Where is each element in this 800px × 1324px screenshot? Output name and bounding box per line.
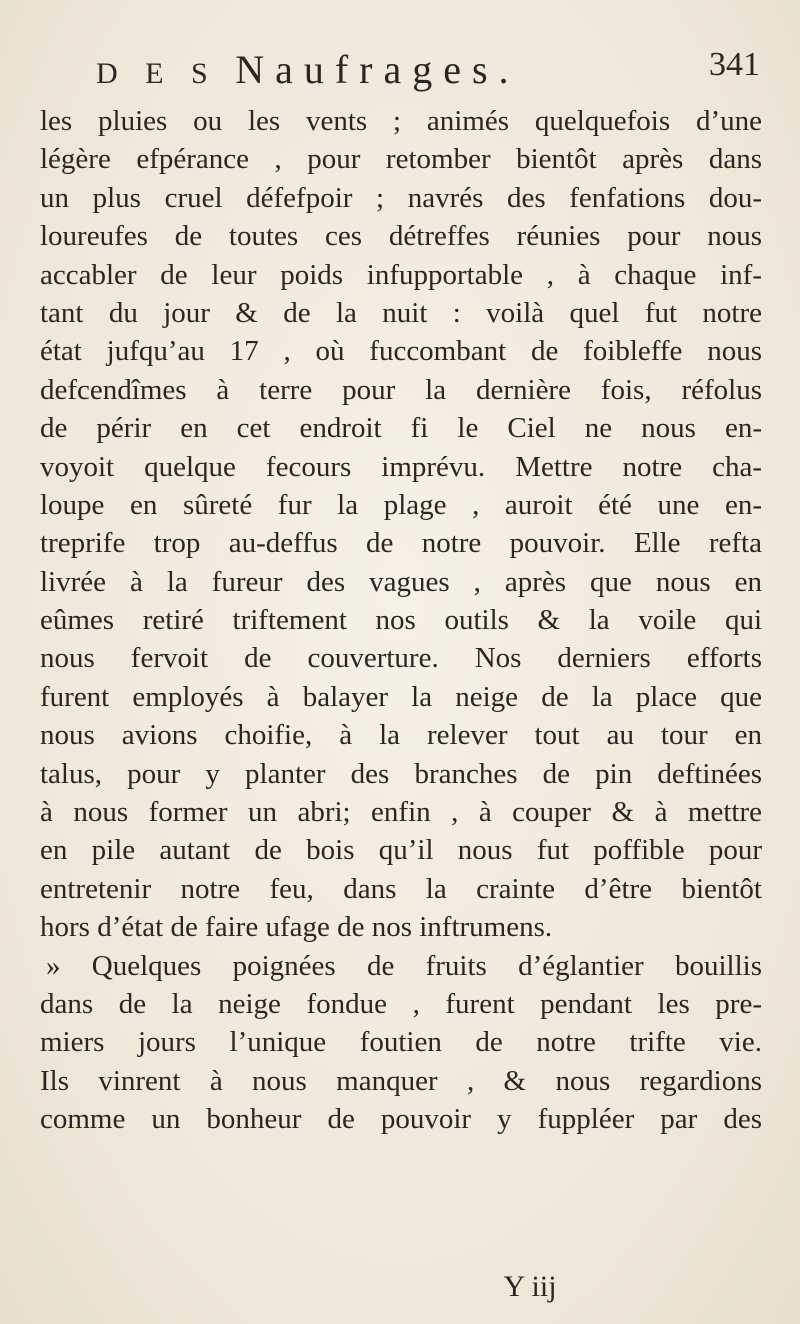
text-line: en pile autant de bois qu’il nous fut poffible pour [40,834,762,867]
text-line: tant du jour & de la nuit : voilà quel fut notre [40,296,762,329]
running-head [96,46,760,92]
text-line: nous fervoit de couverture. Nos derniers efforts [40,642,762,675]
body-text [40,102,762,1139]
text-line: dans de la neige fondue , furent pendant les pre- [40,987,762,1020]
text-line: » Quelques poignées de fruits d’églantier bouillis [46,949,762,982]
running-head-title [96,46,520,93]
text-line: Ils vinrent à nous manquer , & nous regardions [40,1064,762,1097]
text-line: treprife trop au-deffus de notre pouvoir. Elle refta [40,527,762,560]
text-line: miers jours l’unique foutien de notre trifte vie. [40,1026,762,1059]
text-line: furent employés à balayer la neige de la place que [40,680,762,713]
text-line: loureufes de toutes ces détreffes réunies pour nous [40,220,762,253]
text-line: les pluies ou les vents ; animés quelquefois d’une [40,105,762,137]
text-line: voyoit quelque fecours imprévu. Mettre notre cha- [40,450,762,483]
text-line: loupe en sûreté fur la plage , auroit été une en- [40,488,762,521]
running-head-prefix: D E S [96,57,218,90]
page-number: 341 [709,46,760,83]
text-line: accabler de leur poids infupportable , à chaque inf- [40,258,762,291]
text-line: nous avions choifie, à la relever tout au tour en [40,719,762,752]
text-line: de périr en cet endroit fi le Ciel ne nous en- [40,412,762,445]
text-line: légère efpérance , pour retomber bientôt après dans [40,143,762,176]
text-line: talus, pour y planter des branches de pin deftinées [40,757,762,790]
text-line: entretenir notre feu, dans la crainte d’être bientôt [40,872,762,905]
text-line: comme un bonheur de pouvoir y fuppléer par des [40,1103,762,1136]
signature-mark: Y iij [503,1270,557,1303]
text-line: un plus cruel défefpoir ; navrés des fenfations dou- [40,181,762,214]
text-line: état jufqu’au 17 , où fuccombant de foibleffe nous [40,335,762,368]
text-line: eûmes retiré triftement nos outils & la voile qui [40,604,762,637]
text-line: hors d’état de faire ufage de nos inftrumens. [40,911,553,944]
text-line: à nous former un abri; enfin , à couper & à mettre [40,796,762,829]
running-head-main: Naufrages. [235,47,520,92]
text-line: defcendîmes à terre pour la dernière fois, réfolus [40,373,762,406]
text-line: livrée à la fureur des vagues , après que nous en [40,565,762,598]
